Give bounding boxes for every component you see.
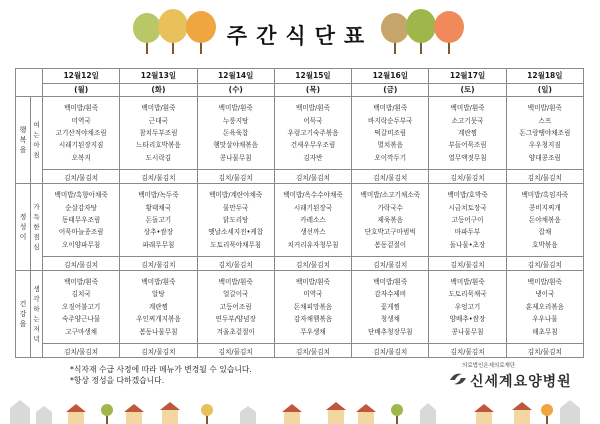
menu-item: 백미밥/소고기채소죽 — [360, 191, 421, 200]
header-date-row — [16, 69, 584, 84]
menu-item: 백미밥/계란야채죽 — [209, 191, 263, 200]
menu-item: 백미밥/흰죽 — [218, 104, 253, 113]
menu-item: 숙주양근나물 — [62, 315, 101, 324]
menu-item: 계란찜 — [457, 129, 478, 137]
header-day: (토) — [429, 83, 506, 97]
menu-item: 근대국 — [148, 116, 168, 125]
menu-item: 호박볶음 — [532, 240, 558, 249]
menu-item: 우인찌개지볶음 — [136, 315, 181, 324]
menu-item: 떡갈비조림 — [374, 129, 407, 137]
menu-item: 상추•쌈장 — [143, 228, 174, 237]
menu-item: 돈야채볶음 — [528, 215, 561, 224]
meal-cell — [197, 271, 274, 344]
menu-item: 멸치볶음 — [377, 141, 403, 150]
menu-item: 봄동나물무침 — [139, 327, 178, 336]
menu-item: 백미밥/흰죽 — [373, 278, 408, 287]
meal-label-inner: 가 득 한 점 심 — [31, 184, 43, 271]
meal-label-outer: 행 복 을 — [16, 97, 31, 184]
kimchi-row — [16, 257, 584, 271]
menu-item: 양대콩조림 — [528, 153, 561, 162]
kimchi-cell: 김치/물김치 — [43, 344, 120, 358]
menu-item: 돈그랑땡야채조림 — [519, 129, 571, 137]
menu-item: 무우생채 — [300, 327, 326, 336]
meal-cell — [274, 97, 351, 170]
page-title: 주간식단표 — [226, 24, 374, 48]
menu-item: 돈돌고기 — [145, 215, 172, 224]
kimchi-cell: 김치/물김치 — [43, 170, 120, 184]
menu-item: 시래기된장국 — [293, 203, 333, 212]
header-corner — [16, 69, 43, 97]
logo-subtitle: 의료법인온세의료재단 — [462, 363, 516, 369]
meal-cell — [274, 184, 351, 257]
menu-item: 김치국 — [71, 290, 91, 299]
menu-item: 콩나물무침 — [451, 327, 484, 336]
menu-item: 미역국 — [303, 290, 323, 299]
meal-cell — [274, 271, 351, 344]
header-day: (월) — [43, 83, 120, 97]
menu-item: 생선까스 — [300, 228, 326, 237]
logo-name: 신세계요양병원 — [470, 374, 572, 390]
header-date: 12월15일 — [274, 69, 351, 84]
menu-item: 봄동겉절이 — [374, 240, 407, 249]
meal-label-inner: 여 는 아 침 — [31, 97, 43, 184]
meal-cell — [197, 97, 274, 170]
menu-item: 돌나물•초장 — [449, 240, 486, 249]
header-date: 12월12일 — [43, 69, 120, 84]
menu-item: 카레소스 — [300, 215, 326, 224]
menu-item: 우우나물 — [532, 315, 558, 324]
menu-item: 감자수제비 — [374, 290, 407, 299]
menu-item: 백미밥/흰죽 — [141, 104, 176, 113]
menu-item: 백미밥/흰죽 — [64, 278, 99, 287]
meal-label-outer: 건 강 을 — [16, 271, 31, 358]
meal-cell — [429, 271, 506, 344]
kimchi-cell: 김치/물김치 — [120, 344, 197, 358]
menu-item: 시금치토장국 — [448, 203, 487, 212]
kimchi-cell: 김치/물김치 — [352, 257, 429, 271]
menu-item: 감자채햄볶음 — [293, 315, 333, 324]
meal-cell — [352, 271, 429, 344]
menu-item: 부들어묵조림 — [448, 141, 487, 150]
logo-emblem-icon — [448, 370, 468, 388]
kimchi-cell: 김치/물김치 — [120, 170, 197, 184]
header-date: 12월17일 — [429, 69, 506, 84]
kimchi-cell: 김치/물김치 — [274, 344, 351, 358]
menu-item: 도시락김 — [145, 153, 172, 162]
kimchi-cell: 김치/물김치 — [429, 257, 506, 271]
menu-item: 동태무우조림 — [62, 215, 101, 224]
menu-item: 우렁고기숙주볶음 — [287, 129, 339, 137]
meal-cell — [429, 184, 506, 257]
meal-label-inner: 생 각 하 는 저 녁 — [31, 271, 43, 358]
kimchi-cell: 김치/물김치 — [274, 170, 351, 184]
kimchi-row — [16, 170, 584, 184]
menu-item: 콩나물무침 — [219, 153, 252, 162]
menu-item: 얼갈이국 — [222, 290, 249, 299]
meal-cell — [120, 271, 197, 344]
menu-item: 가락국수 — [377, 203, 403, 212]
menu-item: 느타리호박볶음 — [136, 141, 181, 150]
kimchi-cell: 김치/물김치 — [197, 257, 274, 271]
kimchi-cell: 김치/물김치 — [43, 257, 120, 271]
meal-cell — [506, 184, 583, 257]
meal-cell — [120, 97, 197, 170]
menu-item: 시래기된장지짐 — [58, 141, 104, 150]
header-day: (화) — [120, 83, 197, 97]
menu-item: 백미밥/흰죽 — [218, 278, 253, 287]
menu-item: 백미밥/흰죽 — [141, 278, 176, 287]
menu-item: 청생채 — [380, 315, 400, 324]
menu-item: 누룽지탕 — [222, 116, 249, 125]
kimchi-cell: 김치/물김치 — [429, 344, 506, 358]
kimchi-cell: 김치/물김치 — [429, 170, 506, 184]
menu-item: 오이깍두기 — [374, 153, 407, 162]
meal-cell — [506, 271, 583, 344]
note-line: *식자재 수급 사정에 따라 메뉴가 변경될 수 있습니다. — [70, 365, 252, 374]
menu-item: 도토리묵야채무침 — [210, 240, 262, 249]
menu-item: 백미밥/흑임자죽 — [521, 191, 569, 200]
menu-item: 열무액젓무침 — [448, 153, 487, 162]
meal-cell — [352, 97, 429, 170]
menu-item: 우우청지짐 — [528, 141, 561, 150]
menu-item: 냉이국 — [535, 290, 555, 299]
menu-item: 단호박고구마범벅 — [364, 228, 416, 237]
meal-cell — [43, 271, 120, 344]
menu-item: 제육볶음 — [377, 215, 403, 224]
menu-item: 스프 — [538, 116, 552, 125]
menu-item: 고기산적야채조림 — [55, 129, 107, 137]
kimchi-cell: 김치/물김치 — [120, 257, 197, 271]
kimchi-cell: 김치/물김치 — [352, 344, 429, 358]
kimchi-cell: 김치/물김치 — [197, 170, 274, 184]
menu-item: 백미밥/흰죽 — [527, 104, 562, 113]
menu-item: 단배추청장무침 — [367, 327, 413, 336]
kimchi-cell: 김치/물김치 — [352, 170, 429, 184]
menu-item: 콩비지찌개 — [528, 203, 561, 212]
meal-cell — [429, 97, 506, 170]
page-header — [0, 0, 600, 66]
menu-item: 어묵마늘종조림 — [58, 228, 104, 237]
header-date: 12월13일 — [120, 69, 197, 84]
menu-item: 순살감자탕 — [65, 203, 98, 212]
menu-item: 옛날소세지전•케찹 — [208, 228, 264, 237]
header-date: 12월14일 — [197, 69, 274, 84]
menu-item: 알탕 — [152, 290, 165, 299]
header-day: (금) — [352, 83, 429, 97]
header-date: 12월18일 — [506, 69, 583, 84]
menu-item: 백미밥/흰죽 — [450, 104, 485, 113]
menu-item: 고구마생채 — [65, 327, 98, 336]
menu-item: 겨울초겉절이 — [216, 327, 255, 336]
menu-item: 백미밥/흰죽 — [373, 104, 408, 113]
notes — [70, 364, 252, 386]
menu-item: 어묵국 — [303, 116, 323, 125]
menu-item: 백미밥/흰죽 — [450, 278, 485, 287]
menu-item: 오징어불고기 — [62, 302, 101, 311]
menu-item: 오이양파무침 — [62, 240, 101, 249]
menu-item: 백미밥/녹두죽 — [138, 191, 179, 200]
menu-item: 백미밥/호박죽 — [447, 191, 488, 200]
menu-item: 고등어구이 — [451, 215, 484, 224]
meal-cell — [197, 184, 274, 257]
kimchi-cell: 김치/물김치 — [197, 344, 274, 358]
menu-item: 참치두부조림 — [139, 129, 178, 137]
meal-cell — [120, 184, 197, 257]
note-line: *항상 정성을 다하겠습니다. — [70, 376, 165, 385]
menu-item: 백미밥/흰죽 — [295, 278, 331, 287]
menu-item: 우엉고기 — [454, 302, 481, 311]
menu-item: 잡채 — [538, 228, 552, 237]
menu-item: 백미밥/흑향아채죽 — [54, 191, 108, 200]
village-illustration — [0, 388, 600, 424]
header-day-row — [16, 83, 584, 97]
meal-cell — [43, 184, 120, 257]
menu-item: 고등어조림 — [219, 302, 252, 311]
menu-item: 백미밥/흰죽 — [527, 278, 562, 287]
menu-item: 꽃게찜 — [380, 302, 400, 311]
menu-item: 계란찜 — [148, 302, 168, 311]
menu-item: 햄맛살야채볶음 — [213, 141, 258, 150]
menu-item: 양배추•쌈장 — [449, 315, 486, 324]
kimchi-cell: 김치/물김치 — [506, 344, 583, 358]
meal-row — [16, 184, 584, 257]
kimchi-cell: 김치/물김치 — [506, 257, 583, 271]
menu-item: 백미밥/흰죽 — [64, 104, 99, 113]
menu-item: 물만두국 — [222, 203, 249, 212]
meal-cell — [352, 184, 429, 257]
menu-item: 백미밥/흰죽 — [295, 104, 331, 113]
meal-row — [16, 97, 584, 170]
menu-item: 미역국 — [71, 116, 91, 125]
kimchi-cell: 김치/물김치 — [274, 257, 351, 271]
menu-item: 건새우무우조림 — [290, 141, 336, 150]
menu-item: 연두부/양념장 — [215, 315, 256, 324]
meal-row — [16, 271, 584, 344]
menu-item: 바지락순두부국 — [367, 116, 413, 125]
header-day: (목) — [274, 83, 351, 97]
weekly-menu-table — [15, 68, 584, 358]
menu-item: 닭도리탕 — [222, 215, 249, 224]
header-day: (일) — [506, 83, 583, 97]
menu-item: 치커리유자청무침 — [287, 240, 339, 249]
meal-cell — [506, 97, 583, 170]
menu-item: 오복지 — [71, 153, 91, 162]
menu-item: 훈제오리볶음 — [525, 302, 564, 311]
menu-item: 김자반 — [303, 153, 323, 162]
menu-item: 백미밥/옥수수야채죽 — [283, 191, 343, 200]
menu-item: 마파두부 — [454, 228, 481, 237]
meal-label-outer: 정 성 이 — [16, 184, 31, 271]
kimchi-row — [16, 344, 584, 358]
menu-item: 돈채피망볶음 — [293, 302, 333, 311]
kimchi-cell: 김치/물김치 — [506, 170, 583, 184]
header-day: (수) — [197, 83, 274, 97]
menu-item: 소고기뭇국 — [451, 116, 484, 125]
menu-item: 돈육육찹 — [222, 129, 249, 137]
meal-cell — [43, 97, 120, 170]
menu-item: 황태채국 — [145, 203, 172, 212]
menu-item: 해초무침 — [532, 327, 558, 336]
menu-item: 도토리묵채국 — [448, 290, 487, 299]
header-date: 12월16일 — [352, 69, 429, 84]
menu-item: 파래무무침 — [142, 240, 175, 249]
